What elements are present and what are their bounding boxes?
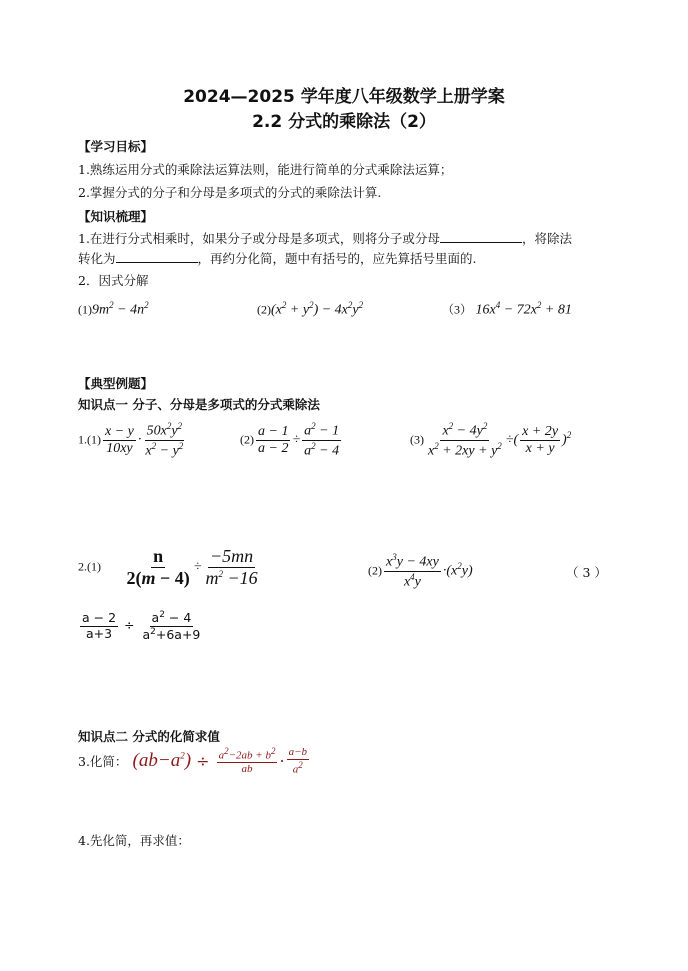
goals-heading: 【学习目标】 bbox=[78, 139, 154, 154]
examples-heading: 【典型例题】 bbox=[78, 376, 154, 391]
review-q1-text-c: 转化为 bbox=[78, 251, 116, 266]
example-2-2-label: (2) bbox=[368, 563, 382, 578]
review-q1-line1 bbox=[78, 229, 572, 247]
example-3-label: 3.化简： bbox=[78, 753, 128, 769]
example-3: 3.化简： $(ab-a^2)$ ÷ $\frac{a^2-2ab + b^2}{ab}$ · $\frac{a-b}{a^2}$ bbox=[78, 746, 308, 776]
example-1-1: 1.(1) $\frac{x - y}{10xy}$ · $\frac{50x^2y^2}{x^2 - y^2}$ bbox=[78, 421, 184, 459]
example-1-3-label: (3) bbox=[410, 432, 424, 447]
example-1-label: 1.(1) bbox=[78, 432, 101, 447]
example-4: 4.先化简，再求值： bbox=[78, 833, 190, 848]
answer-blank-2[interactable] bbox=[116, 250, 198, 263]
review-q1-text-a: 1.在进行分式相乘时，如果分子或分母是多项式，则将分子或分母 bbox=[78, 231, 440, 246]
factor-expr-3: （3） $16x^4 - 72x^2 + 81$ bbox=[442, 300, 572, 318]
example-2-1: 2.(1) $\frac{n}{2(m - 4)}$ ÷ $\frac{-5mn}{m^2 -16}$ bbox=[78, 546, 258, 588]
review-q1-line2 bbox=[78, 249, 477, 267]
example-1-3: (3) $\frac{x^2 - 4y^2}{x^2 + 2xy + y^2}$ ÷( $\frac{x + 2y}{x + y}$ )$^2$ bbox=[410, 421, 572, 459]
example-2-3: $\frac{a - 2}{a+3}$ ÷ $\frac{a^2 - 4}{a^2+6a+9}$ bbox=[82, 610, 201, 642]
knowledge-point-2: 知识点二 分式的化简求值 bbox=[78, 729, 220, 744]
factor-label-3: （3） bbox=[442, 302, 473, 317]
page-title: 2024—2025 学年度八年级数学上册学案 bbox=[183, 87, 505, 107]
answer-blank-1[interactable] bbox=[440, 230, 522, 243]
review-q1-text-b: ，将除法 bbox=[521, 231, 572, 246]
factor-expr-2: $(2)(x^2 + y^2) - 4x^2y^2$ bbox=[257, 300, 364, 318]
example-1-2: (2) $\frac{a - 1}{a - 2}$ ÷ $\frac{a^2 - 1}{a^2 - 4}$ bbox=[240, 421, 340, 459]
example-2-label: 2.(1) bbox=[78, 559, 101, 574]
goal-item-1: 1.熟练运用分式的乘除法运算法则，能进行简单的分式乘除法运算； bbox=[78, 162, 453, 177]
goal-item-2: 2.掌握分式的分子和分母是多项式的分式的乘除法计算. bbox=[78, 185, 382, 200]
page-subtitle: 2.2 分式的乘除法（2） bbox=[252, 112, 436, 132]
factor-expr-1: $(1)9m^2 - 4n^2$ bbox=[78, 300, 149, 318]
review-q1-text-d: ，再约分化简，题中有括号的，应先算括号里面的. bbox=[197, 251, 477, 266]
example-2-2: (2) $\frac{x^3y - 4xy}{x^4y}$ $\cdot(x^2y)$ bbox=[368, 552, 473, 590]
factor-label-1: (1) bbox=[78, 302, 92, 317]
review-heading: 【知识梳理】 bbox=[78, 209, 154, 224]
factor-label-2: (2) bbox=[257, 302, 271, 317]
review-q2: 2．因式分解 bbox=[78, 273, 149, 288]
example-2-3-label: （ 3 ） bbox=[566, 565, 607, 580]
example-1-2-label: (2) bbox=[240, 432, 254, 447]
knowledge-point-1: 知识点一 分子、分母是多项式的分式乘除法 bbox=[78, 397, 320, 412]
